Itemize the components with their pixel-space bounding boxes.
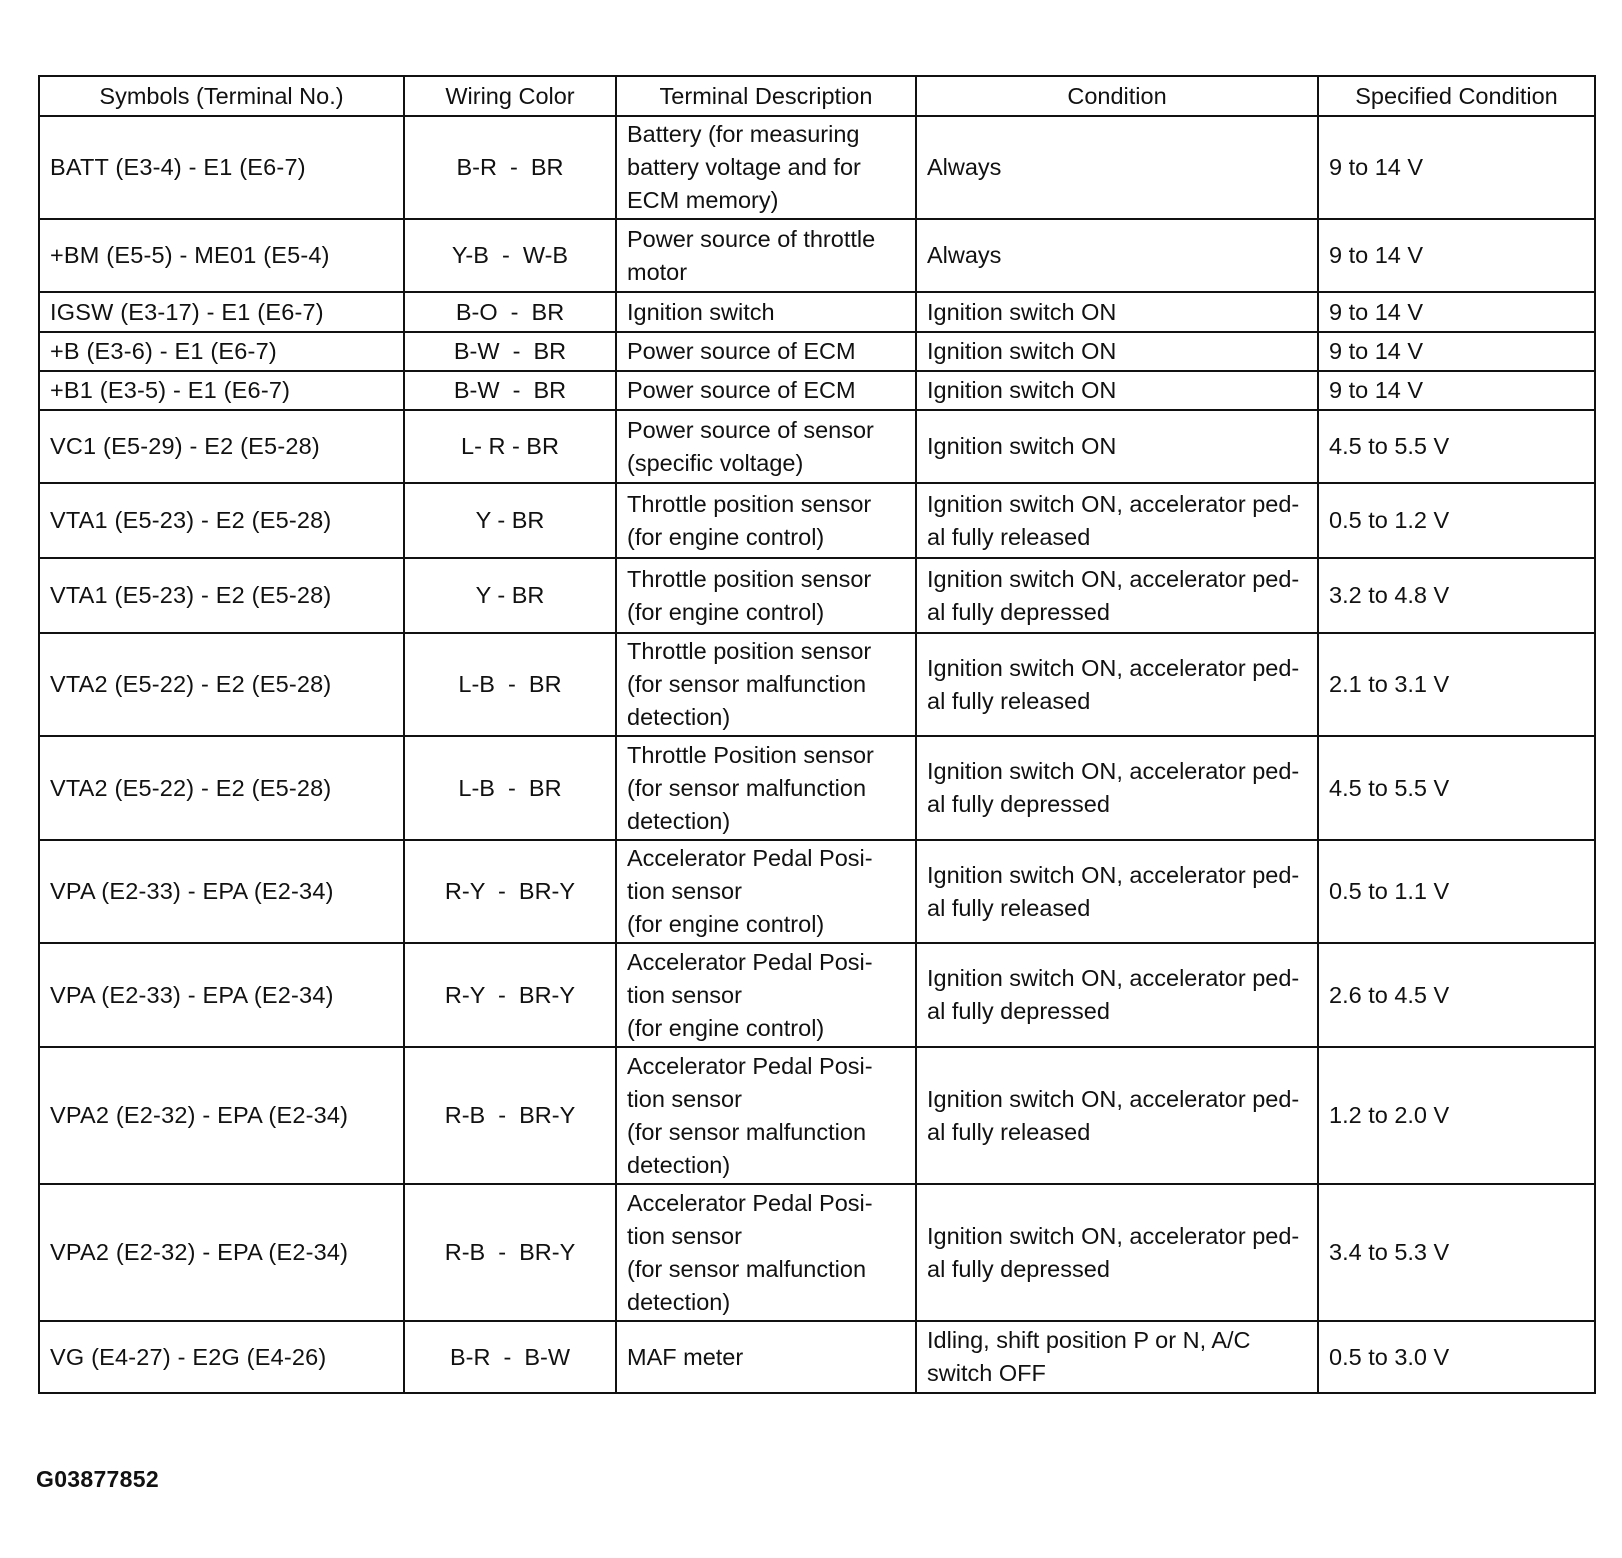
cell-condition: Ignition switch ON, accelerator ped- al fully depressed — [916, 736, 1318, 840]
cell-condition: Ignition switch ON, accelerator ped- al fully released — [916, 1047, 1318, 1184]
cell-specified-condition: 0.5 to 1.1 V — [1318, 840, 1595, 943]
cell-description: Power source of throttle motor — [616, 219, 916, 292]
cell-symbol: VPA (E2-33) - EPA (E2-34) — [39, 840, 404, 943]
cell-specified-condition: 0.5 to 1.2 V — [1318, 483, 1595, 558]
header-condition: Condition — [916, 76, 1318, 116]
cell-symbol: VC1 (E5-29) - E2 (E5-28) — [39, 410, 404, 483]
terminal-table — [38, 75, 1596, 1394]
table-row — [39, 1047, 1595, 1184]
cell-wiring-color: B-R - BR — [404, 116, 616, 219]
cell-description: Power source of ECM — [616, 332, 916, 371]
cell-description: Ignition switch — [616, 292, 916, 332]
cell-condition: Ignition switch ON, accelerator ped- al fully depressed — [916, 943, 1318, 1047]
cell-wiring-color: B-W - BR — [404, 332, 616, 371]
cell-specified-condition: 9 to 14 V — [1318, 371, 1595, 410]
cell-wiring-color: R-Y - BR-Y — [404, 840, 616, 943]
cell-wiring-color: R-B - BR-Y — [404, 1184, 616, 1321]
cell-condition: Ignition switch ON — [916, 332, 1318, 371]
table-row — [39, 1184, 1595, 1321]
cell-specified-condition: 0.5 to 3.0 V — [1318, 1321, 1595, 1393]
cell-condition: Always — [916, 116, 1318, 219]
header-wiring-color: Wiring Color — [404, 76, 616, 116]
cell-symbol: VG (E4-27) - E2G (E4-26) — [39, 1321, 404, 1393]
cell-condition: Idling, shift position P or N, A/C switch OFF — [916, 1321, 1318, 1393]
cell-description: Throttle position sensor (for engine control) — [616, 558, 916, 633]
cell-description: Accelerator Pedal Posi- tion sensor (for engine control) — [616, 943, 916, 1047]
cell-symbol: +B1 (E3-5) - E1 (E6-7) — [39, 371, 404, 410]
cell-description: Power source of sensor (specific voltage) — [616, 410, 916, 483]
cell-description: Battery (for measuring battery voltage and for ECM memory) — [616, 116, 916, 219]
cell-condition: Ignition switch ON, accelerator ped- al fully depressed — [916, 558, 1318, 633]
cell-description: Accelerator Pedal Posi- tion sensor (for sensor malfunction detection) — [616, 1184, 916, 1321]
header-symbols: Symbols (Terminal No.) — [39, 76, 404, 116]
table-row — [39, 332, 1595, 371]
cell-condition: Ignition switch ON, accelerator ped- al fully released — [916, 840, 1318, 943]
table-row — [39, 292, 1595, 332]
cell-wiring-color: B-O - BR — [404, 292, 616, 332]
cell-specified-condition: 2.1 to 3.1 V — [1318, 633, 1595, 736]
cell-description: Throttle position sensor (for sensor malfunction detection) — [616, 633, 916, 736]
cell-description: Throttle position sensor (for engine control) — [616, 483, 916, 558]
cell-specified-condition: 2.6 to 4.5 V — [1318, 943, 1595, 1047]
table-body — [39, 116, 1595, 1393]
table-row — [39, 558, 1595, 633]
cell-description: Accelerator Pedal Posi- tion sensor (for sensor malfunction detection) — [616, 1047, 916, 1184]
cell-wiring-color: B-R - B-W — [404, 1321, 616, 1393]
cell-symbol: VPA (E2-33) - EPA (E2-34) — [39, 943, 404, 1047]
cell-specified-condition: 3.4 to 5.3 V — [1318, 1184, 1595, 1321]
cell-symbol: +BM (E5-5) - ME01 (E5-4) — [39, 219, 404, 292]
table-row — [39, 483, 1595, 558]
table-row — [39, 1321, 1595, 1393]
table-row — [39, 116, 1595, 219]
header-specified-condition: Specified Condition — [1318, 76, 1595, 116]
cell-symbol: +B (E3-6) - E1 (E6-7) — [39, 332, 404, 371]
cell-description: Throttle Position sensor (for sensor malfunction detection) — [616, 736, 916, 840]
cell-symbol: IGSW (E3-17) - E1 (E6-7) — [39, 292, 404, 332]
cell-wiring-color: L-B - BR — [404, 736, 616, 840]
cell-symbol: VTA1 (E5-23) - E2 (E5-28) — [39, 558, 404, 633]
table-row — [39, 840, 1595, 943]
cell-symbol: VTA2 (E5-22) - E2 (E5-28) — [39, 633, 404, 736]
cell-description: MAF meter — [616, 1321, 916, 1393]
cell-wiring-color: B-W - BR — [404, 371, 616, 410]
cell-wiring-color: L- R - BR — [404, 410, 616, 483]
cell-condition: Ignition switch ON — [916, 292, 1318, 332]
cell-wiring-color: L-B - BR — [404, 633, 616, 736]
figure-id: G03877852 — [36, 1466, 159, 1492]
cell-condition: Ignition switch ON, accelerator ped- al fully depressed — [916, 1184, 1318, 1321]
cell-wiring-color: Y - BR — [404, 483, 616, 558]
cell-specified-condition: 4.5 to 5.5 V — [1318, 736, 1595, 840]
cell-specified-condition: 9 to 14 V — [1318, 332, 1595, 371]
cell-wiring-color: Y-B - W-B — [404, 219, 616, 292]
cell-condition: Ignition switch ON, accelerator ped- al fully released — [916, 483, 1318, 558]
table-row — [39, 736, 1595, 840]
cell-specified-condition: 1.2 to 2.0 V — [1318, 1047, 1595, 1184]
cell-symbol: VTA2 (E5-22) - E2 (E5-28) — [39, 736, 404, 840]
header-terminal-description: Terminal Description — [616, 76, 916, 116]
cell-condition: Ignition switch ON — [916, 371, 1318, 410]
cell-wiring-color: R-Y - BR-Y — [404, 943, 616, 1047]
cell-condition: Ignition switch ON, accelerator ped- al fully released — [916, 633, 1318, 736]
cell-specified-condition: 4.5 to 5.5 V — [1318, 410, 1595, 483]
cell-specified-condition: 3.2 to 4.8 V — [1318, 558, 1595, 633]
table-row — [39, 943, 1595, 1047]
table-row — [39, 371, 1595, 410]
cell-condition: Ignition switch ON — [916, 410, 1318, 483]
cell-symbol: VPA2 (E2-32) - EPA (E2-34) — [39, 1047, 404, 1184]
cell-symbol: BATT (E3-4) - E1 (E6-7) — [39, 116, 404, 219]
table-row — [39, 219, 1595, 292]
cell-specified-condition: 9 to 14 V — [1318, 219, 1595, 292]
cell-description: Accelerator Pedal Posi- tion sensor (for engine control) — [616, 840, 916, 943]
table-row — [39, 633, 1595, 736]
table-header-row — [39, 76, 1595, 116]
cell-specified-condition: 9 to 14 V — [1318, 292, 1595, 332]
cell-symbol: VTA1 (E5-23) - E2 (E5-28) — [39, 483, 404, 558]
cell-symbol: VPA2 (E2-32) - EPA (E2-34) — [39, 1184, 404, 1321]
cell-wiring-color: R-B - BR-Y — [404, 1047, 616, 1184]
table-row — [39, 410, 1595, 483]
cell-specified-condition: 9 to 14 V — [1318, 116, 1595, 219]
cell-description: Power source of ECM — [616, 371, 916, 410]
cell-wiring-color: Y - BR — [404, 558, 616, 633]
cell-condition: Always — [916, 219, 1318, 292]
